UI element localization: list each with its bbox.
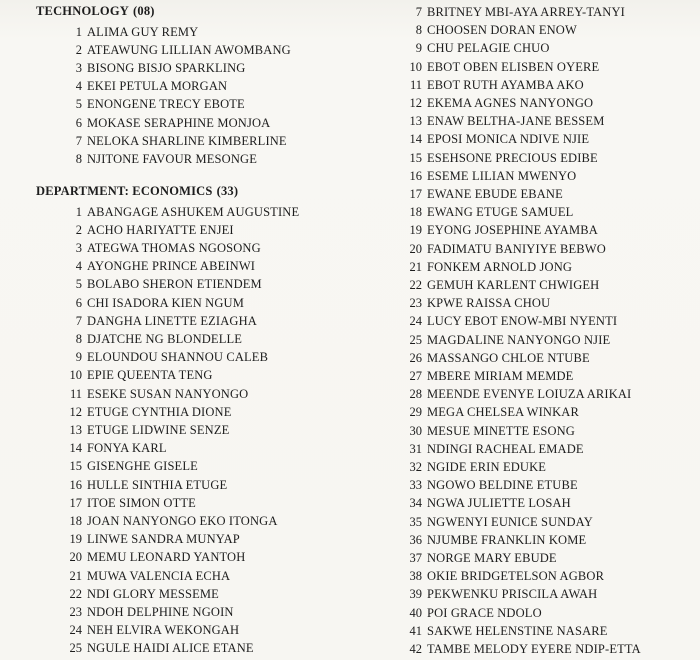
- list-item: [60, 585, 219, 603]
- entry-number: 35: [409, 514, 422, 529]
- entry-name: ETUGE CYNTHIA DIONE: [87, 404, 232, 419]
- entry-number: 10: [69, 368, 82, 383]
- list-item: [60, 41, 291, 59]
- section-count: (08): [133, 4, 155, 18]
- entry-name: POI GRACE NDOLO: [427, 605, 542, 620]
- list-item: [404, 622, 608, 640]
- entry-name: NEH ELVIRA WEKONGAH: [87, 623, 240, 638]
- list-item: [404, 312, 617, 330]
- entry-number: 10: [409, 59, 422, 74]
- entry-number: 20: [69, 550, 82, 565]
- list-item: [404, 21, 577, 39]
- entry-name: ACHO HARIYATTE ENJEI: [87, 222, 234, 237]
- entry-number: 24: [409, 314, 422, 329]
- list-item: [60, 239, 261, 257]
- list-item: [60, 257, 255, 275]
- entry-name: ESEKE SUSAN NANYONGO: [87, 386, 249, 401]
- list-item: [404, 385, 631, 403]
- list-item: [404, 367, 573, 385]
- list-item: [60, 403, 232, 421]
- list-item: [60, 512, 278, 530]
- list-item: [404, 203, 573, 221]
- entry-name: MEMU LEONARD YANTOH: [87, 550, 246, 565]
- list-item: [404, 221, 598, 239]
- list-item: [60, 312, 257, 330]
- entry-name: EBOT RUTH AYAMBA AKO: [427, 77, 584, 92]
- entry-number: 17: [69, 495, 82, 510]
- entry-number: 24: [69, 623, 82, 638]
- list-item: [60, 421, 229, 439]
- list-item: [404, 640, 641, 658]
- entry-name: MEGA CHELSEA WINKAR: [427, 405, 579, 420]
- entry-number: 7: [415, 5, 422, 19]
- entry-name: EKEMA AGNES NANYONGO: [427, 96, 594, 110]
- list-item: [404, 349, 590, 367]
- entry-name: ESEHSONE PRECIOUS EDIBE: [427, 150, 598, 165]
- list-item: [60, 567, 230, 585]
- entry-name: ATEAWUNG LILLIAN AWOMBANG: [87, 42, 291, 57]
- entry-number: 11: [409, 77, 422, 92]
- list-item: [60, 530, 240, 548]
- section-count: (33): [216, 184, 239, 198]
- entry-number: 13: [409, 114, 422, 129]
- list-item: [60, 114, 270, 132]
- list-item: [60, 203, 299, 221]
- list-item: [404, 513, 593, 531]
- list-item: [60, 132, 287, 150]
- entry-name: EPIE QUEENTA TENG: [87, 368, 213, 383]
- entry-number: 36: [409, 532, 422, 547]
- entry-number: 20: [409, 241, 422, 256]
- list-item: [404, 149, 598, 167]
- entry-name: NJUMBE FRANKLIN KOME: [427, 532, 587, 547]
- entry-number: 8: [75, 151, 82, 166]
- entry-number: 7: [75, 313, 82, 328]
- entry-name: NDOH DELPHINE NGOIN: [87, 604, 234, 619]
- entry-name: ITOE SIMON OTTE: [87, 495, 196, 510]
- entry-number: 1: [75, 204, 82, 219]
- list-item: [60, 494, 196, 512]
- list-item: [404, 440, 584, 458]
- entry-number: 2: [75, 222, 82, 237]
- entry-name: NJITONE FAVOUR MESONGE: [87, 151, 257, 166]
- list-item: [404, 112, 604, 130]
- entry-name: NGULE HAIDI ALICE ETANE: [87, 641, 254, 656]
- entry-number: 29: [409, 405, 422, 420]
- list-item: [404, 240, 606, 258]
- entry-name: FONYA KARL: [87, 441, 167, 456]
- entry-name: MOKASE SERAPHINE MONJOA: [87, 115, 271, 130]
- entry-number: 34: [409, 496, 422, 511]
- entry-number: 14: [409, 132, 422, 147]
- entry-name: NGWENYI EUNICE SUNDAY: [427, 514, 593, 529]
- list-item: [404, 58, 599, 76]
- entry-name: GEMUH KARLENT CHWIGEH: [427, 278, 600, 292]
- entry-name: EWANE EBUDE EBANE: [427, 187, 563, 201]
- entry-number: 8: [415, 23, 422, 38]
- list-item: [404, 276, 599, 294]
- entry-name: ELOUNDOU SHANNOU CALEB: [87, 350, 269, 365]
- section-heading-economics: [36, 184, 238, 199]
- entry-number: 23: [69, 604, 82, 619]
- entry-name: ALIMA GUY REMY: [87, 24, 199, 39]
- entry-number: 23: [409, 296, 422, 311]
- entry-number: 28: [409, 387, 422, 402]
- entry-number: 3: [75, 60, 82, 75]
- entry-name: FONKEM ARNOLD JONG: [427, 259, 573, 274]
- list-item: [404, 94, 593, 112]
- entry-number: 17: [409, 187, 422, 201]
- entry-number: 11: [69, 386, 82, 401]
- entry-number: 12: [69, 404, 82, 419]
- entry-name: MESUE MINETTE ESONG: [427, 423, 575, 438]
- entry-name: KPWE RAISSA CHOU: [427, 296, 551, 311]
- entry-number: 30: [409, 423, 422, 438]
- list-item: [60, 457, 198, 475]
- entry-number: 1: [75, 24, 82, 39]
- entry-name: MEENDE EVENYE LOIUZA ARIKAI: [427, 387, 632, 402]
- list-item: [404, 422, 575, 440]
- list-item: [60, 59, 245, 77]
- list-item: [60, 77, 227, 95]
- entry-name: CHU PELAGIE CHUO: [427, 41, 550, 56]
- entry-number: 26: [409, 350, 422, 365]
- list-item: [60, 330, 242, 348]
- entry-number: 2: [75, 42, 82, 57]
- entry-name: OKIE BRIDGETELSON AGBOR: [427, 569, 605, 584]
- list-item: [404, 76, 584, 94]
- entry-number: 16: [69, 477, 82, 492]
- entry-name: EWANG ETUGE SAMUEL: [427, 205, 574, 220]
- entry-name: NGIDE ERIN EDUKE: [427, 460, 547, 474]
- entry-name: FADIMATU BANIYIYE BEBWO: [427, 241, 606, 256]
- entry-number: 27: [409, 369, 422, 383]
- entry-number: 40: [409, 605, 422, 620]
- entry-number: 15: [409, 150, 422, 165]
- entry-name: GISENGHE GISELE: [87, 459, 198, 474]
- list-item: [404, 167, 576, 185]
- entry-name: MBERE MIRIAM MEMDE: [427, 369, 574, 383]
- entry-name: ATEGWA THOMAS NGOSONG: [87, 240, 261, 255]
- list-item: [404, 39, 550, 57]
- entry-number: 19: [409, 223, 422, 238]
- list-item: [60, 621, 239, 639]
- entry-name: BRITNEY MBI-AYA ARREY-TANYI: [427, 5, 625, 19]
- entry-name: DANGHA LINETTE EZIAGHA: [87, 313, 257, 328]
- entry-number: 18: [409, 205, 422, 220]
- entry-name: EBOT OBEN ELISBEN OYERE: [427, 59, 600, 74]
- entry-name: NDINGI RACHEAL EMADE: [427, 441, 584, 456]
- list-item: [404, 403, 579, 421]
- list-item: [404, 549, 557, 567]
- entry-name: ENAW BELTHA-JANE BESSEM: [427, 114, 605, 129]
- section-heading-technology: [36, 4, 155, 19]
- section-label: TECHNOLOGY: [36, 4, 129, 18]
- entry-name: MAGDALINE NANYONGO NJIE: [427, 332, 611, 347]
- list-item: [404, 331, 610, 349]
- entry-number: 3: [75, 240, 82, 255]
- entry-number: 18: [69, 513, 82, 528]
- entry-number: 9: [415, 41, 422, 56]
- entry-name: MASSANGO CHLOE NTUBE: [427, 350, 590, 365]
- entry-name: JOAN NANYONGO EKO ITONGA: [87, 513, 278, 528]
- entry-name: SAKWE HELENSTINE NASARE: [427, 623, 608, 638]
- entry-name: NELOKA SHARLINE KIMBERLINE: [87, 133, 287, 148]
- list-item: [60, 603, 234, 621]
- entry-number: 38: [409, 569, 422, 584]
- entry-name: EPOSI MONICA NDIVE NJIE: [427, 132, 590, 147]
- entry-name: NDI GLORY MESSEME: [87, 586, 219, 601]
- list-item: [404, 476, 578, 494]
- entry-name: EKEI PETULA MORGAN: [87, 79, 228, 94]
- list-item: [404, 494, 571, 512]
- entry-name: NORGE MARY EBUDE: [427, 551, 557, 565]
- entry-number: 14: [69, 441, 82, 456]
- entry-number: 25: [409, 332, 422, 347]
- entry-number: 15: [69, 459, 82, 474]
- entry-name: DJATCHE NG BLONDELLE: [87, 331, 243, 346]
- entry-number: 7: [75, 133, 82, 148]
- list-item: [60, 476, 227, 494]
- entry-number: 9: [75, 350, 82, 365]
- entry-name: PEKWENKU PRISCILA AWAH: [427, 587, 598, 602]
- entry-number: 13: [69, 422, 82, 437]
- list-item: [404, 294, 550, 312]
- list-item: [60, 221, 234, 239]
- list-item: [60, 548, 245, 566]
- entry-name: ESEME LILIAN MWENYO: [427, 168, 577, 183]
- entry-number: 5: [75, 97, 82, 112]
- section-label: DEPARTMENT: ECONOMICS: [36, 184, 213, 198]
- entry-number: 12: [409, 96, 422, 110]
- entry-name: LINWE SANDRA MUNYAP: [87, 532, 240, 547]
- list-item: [60, 150, 257, 168]
- entry-number: 42: [409, 642, 422, 656]
- list-item: [404, 258, 572, 276]
- entry-number: 22: [69, 586, 82, 601]
- entry-number: 41: [409, 623, 422, 638]
- list-item: [60, 23, 198, 41]
- list-item: [404, 531, 586, 549]
- list-item: [404, 567, 604, 585]
- list-item: [404, 604, 542, 622]
- entry-number: 22: [409, 278, 422, 292]
- entry-number: 21: [69, 568, 82, 583]
- entry-name: LUCY EBOT ENOW-MBI NYENTI: [427, 314, 618, 329]
- entry-number: 33: [409, 478, 422, 493]
- list-item: [60, 639, 254, 657]
- entry-number: 4: [75, 259, 82, 274]
- entry-name: NGOWO BELDINE ETUBE: [427, 478, 578, 493]
- entry-name: MUWA VALENCIA ECHA: [87, 568, 231, 583]
- list-item: [404, 585, 597, 603]
- entry-name: NGWA JULIETTE LOSAH: [427, 496, 571, 511]
- list-item: [404, 458, 546, 476]
- entry-name: BOLABO SHERON ETIENDEM: [87, 277, 262, 292]
- entry-name: HULLE SINTHIA ETUGE: [87, 477, 228, 492]
- entry-name: BISONG BISJO SPARKLING: [87, 60, 246, 75]
- list-item: [60, 294, 244, 312]
- entry-name: AYONGHE PRINCE ABEINWI: [87, 259, 256, 274]
- list-item: [60, 385, 248, 403]
- entry-name: CHI ISADORA KIEN NGUM: [87, 295, 244, 310]
- entry-number: 31: [409, 441, 422, 456]
- entry-number: 21: [409, 259, 422, 274]
- entry-number: 6: [75, 115, 82, 130]
- entry-number: 19: [69, 532, 82, 547]
- entry-number: 37: [409, 551, 422, 565]
- entry-name: TAMBE MELODY EYERE NDIP-ETTA: [427, 642, 641, 656]
- list-item: [404, 130, 589, 148]
- entry-name: CHOOSEN DORAN ENOW: [427, 23, 577, 38]
- entry-name: ENONGENE TRECY EBOTE: [87, 97, 245, 112]
- entry-number: 4: [75, 79, 82, 94]
- entry-number: 8: [75, 331, 82, 346]
- list-item: [404, 185, 563, 203]
- entry-name: EYONG JOSEPHINE AYAMBA: [427, 223, 598, 238]
- entry-name: ABANGAGE ASHUKEM AUGUSTINE: [87, 204, 300, 219]
- list-item: [60, 95, 245, 113]
- entry-number: 6: [75, 295, 82, 310]
- entry-number: 16: [409, 168, 422, 183]
- list-item: [60, 348, 268, 366]
- entry-number: 25: [69, 641, 82, 656]
- list-item: [60, 366, 213, 384]
- list-item: [60, 439, 167, 457]
- list-item: [404, 3, 625, 21]
- entry-number: 32: [409, 460, 422, 474]
- entry-name: ETUGE LIDWINE SENZE: [87, 422, 230, 437]
- entry-number: 39: [409, 587, 422, 602]
- entry-number: 5: [75, 277, 82, 292]
- list-item: [60, 275, 262, 293]
